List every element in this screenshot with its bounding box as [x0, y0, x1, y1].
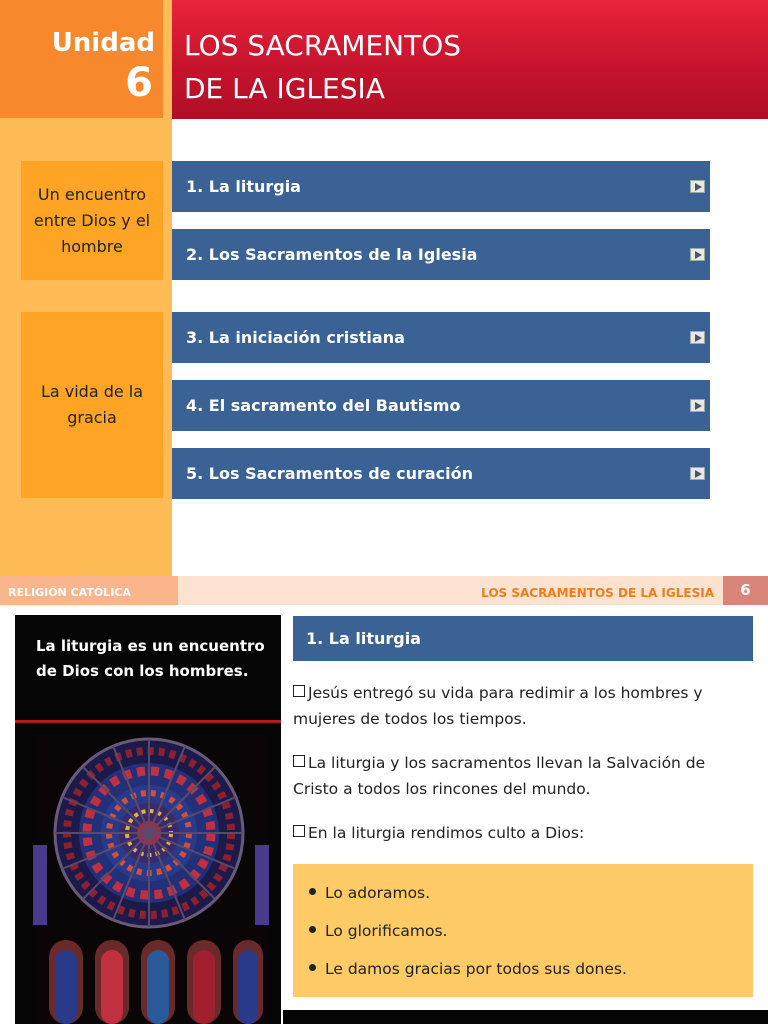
play-icon[interactable] — [690, 180, 705, 193]
menu-button-liturgia[interactable] — [172, 161, 710, 212]
section-header: 1. La liturgia — [293, 616, 753, 661]
list-item-text: Lo adoramos. — [325, 884, 431, 902]
section-label: La vida de la gracia — [40, 382, 144, 427]
bullet-icon — [309, 964, 316, 971]
bullet-icon — [309, 926, 316, 933]
divider — [15, 720, 281, 723]
page-title-line2: DE LA IGLESIA — [184, 72, 385, 105]
rose-window — [55, 739, 243, 927]
menu-button-curacion[interactable] — [172, 448, 710, 499]
checkbox-bullet-icon — [293, 685, 305, 697]
menu-button-label: 4. El sacramento del Bautismo — [186, 396, 461, 415]
paragraph — [293, 750, 753, 802]
paragraph-text: La liturgia y los sacramentos llevan la Salvación de Cristo a todos los rincones del mundo. — [293, 754, 706, 798]
unit-label: Unidad — [51, 28, 155, 58]
checkbox-bullet-icon — [293, 825, 305, 837]
footer-page-number: 6 — [723, 576, 768, 605]
menu-button-label: 5. Los Sacramentos de curación — [186, 464, 473, 483]
list-item — [309, 922, 447, 940]
section-label: Un encuentro entre Dios y el hombre — [33, 184, 151, 256]
play-icon[interactable] — [690, 467, 705, 480]
play-icon[interactable] — [690, 248, 705, 261]
paragraph — [293, 820, 753, 846]
bottom-strip — [283, 1010, 768, 1024]
title-bar — [172, 0, 768, 119]
menu-button-label: 1. La liturgia — [186, 177, 301, 196]
paragraph-text: En la liturgia rendimos culto a Dios: — [308, 824, 585, 842]
page-title-line1: LOS SACRAMENTOS — [184, 29, 462, 62]
unit-number: 6 — [125, 60, 153, 106]
menu-button-label: 2. Los Sacramentos de la Iglesia — [186, 245, 478, 264]
unit-box — [0, 0, 163, 118]
play-icon[interactable] — [690, 399, 705, 412]
paragraph-text: Jesús entregó su vida para redimir a los hombres y mujeres de todos los tiempos. — [293, 684, 703, 728]
list-item-text: Le damos gracias por todos sus dones. — [325, 960, 627, 978]
footer-left — [0, 576, 178, 605]
footer-unit-title: LOS SACRAMENTOS DE LA IGLESIA — [481, 586, 714, 600]
list-item — [309, 960, 627, 978]
list-item — [309, 884, 430, 902]
menu-button-iniciacion[interactable] — [172, 312, 710, 363]
rose-window-image — [33, 735, 269, 1024]
footer-bar — [0, 576, 768, 605]
caption-panel — [15, 615, 281, 1024]
bullet-icon — [309, 888, 316, 895]
caption-text: La liturgia es un encuentro de Dios con los hombres. — [36, 637, 265, 680]
paragraph — [293, 680, 753, 732]
section-box-gracia — [21, 312, 163, 498]
menu-button-sacramentos[interactable] — [172, 229, 710, 280]
play-icon[interactable] — [690, 331, 705, 344]
menu-button-bautismo[interactable] — [172, 380, 710, 431]
menu-button-label: 3. La iniciación cristiana — [186, 328, 405, 347]
footer-subject: RELIGIÓN CATÓLICA — [8, 586, 131, 599]
bullet-list-box — [293, 864, 753, 997]
section-box-encuentro — [21, 161, 163, 280]
list-item-text: Lo glorificamos. — [325, 922, 448, 940]
checkbox-bullet-icon — [293, 755, 305, 767]
